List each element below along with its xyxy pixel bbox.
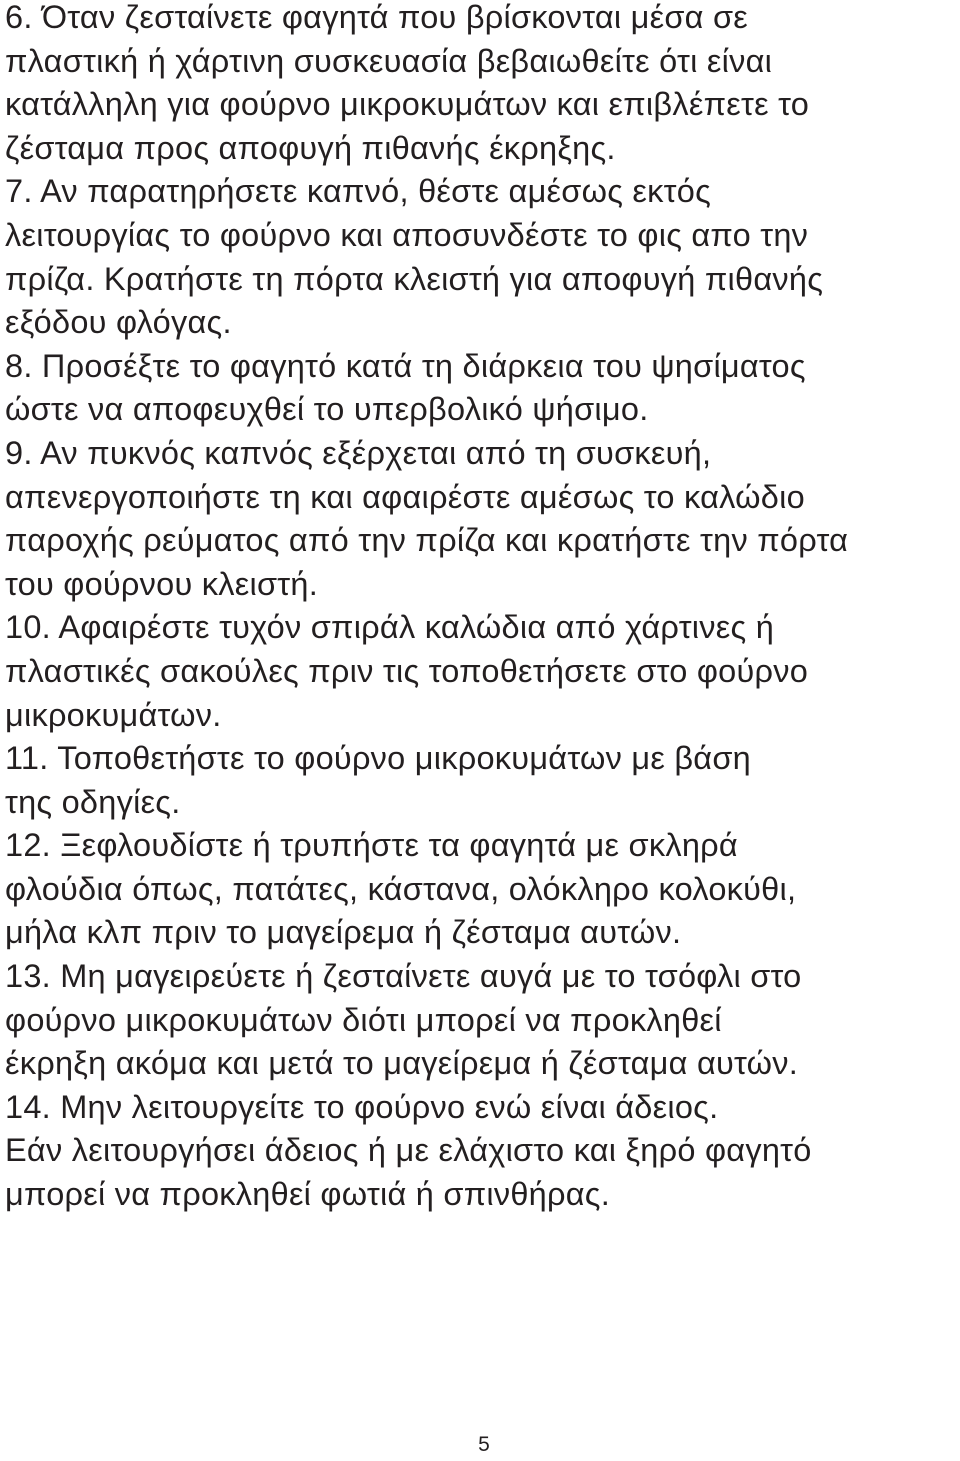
- text-line: ζέσταμα προς αποφυγή πιθανής έκρηξης.: [5, 129, 616, 166]
- text-line: μπορεί να προκληθεί φωτιά ή σπινθήρας.: [5, 1176, 610, 1213]
- text-line: 9. Αν πυκνός καπνός εξέρχεται από τη συσκευή,: [5, 434, 712, 471]
- text-line: Εάν λειτουργήσει άδειος ή με ελάχιστο και ξηρό φαγητό: [5, 1132, 812, 1169]
- text-line: 8. Προσέξτε το φαγητό κατά τη διάρκεια του ψησίματος: [5, 347, 806, 384]
- page-number: 5: [478, 1433, 490, 1456]
- text-line: πλαστικές σακούλες πριν τις τοποθετήσετε στο φούρνο: [5, 652, 809, 689]
- text-line: 14. Μην λειτουργείτε το φούρνο ενώ είναι άδειος.: [5, 1088, 719, 1125]
- text-line: της οδηγίες.: [5, 783, 181, 820]
- text-line: 12. Ξεφλουδίστε ή τρυπήστε τα φαγητά με σκληρά: [5, 827, 738, 864]
- text-line: εξόδου φλόγας.: [5, 304, 232, 341]
- text-line: απενεργοποιήστε τη και αφαιρέστε αμέσως το καλώδιο: [5, 478, 805, 515]
- text-line: λειτουργίας το φούρνο και αποσυνδέστε το φις απο την: [5, 216, 809, 253]
- text-line: 6. Όταν ζεσταίνετε φαγητά που βρίσκονται μέσα σε: [5, 0, 749, 35]
- instructions-text: [5, 0, 960, 1217]
- text-line: φούρνο μικροκυμάτων διότι μπορεί να προκληθεί: [5, 1001, 722, 1038]
- text-line: φλούδια όπως, πατάτες, κάστανα, ολόκληρο κολοκύθι,: [5, 870, 797, 907]
- text-line: 13. Μη μαγειρεύετε ή ζεσταίνετε αυγά με το τσόφλι στο: [5, 958, 802, 995]
- text-line: πρίζα. Κρατήστε τη πόρτα κλειστή για αποφυγή πιθανής: [5, 260, 824, 297]
- text-line: ώστε να αποφευχθεί το υπερβολικό ψήσιμο.: [5, 391, 649, 428]
- text-line: κατάλληλη για φούρνο μικροκυμάτων και επιβλέπετε το: [5, 86, 810, 123]
- text-line: μικροκυμάτων.: [5, 696, 222, 733]
- text-line: μήλα κλπ πριν το μαγείρεμα ή ζέσταμα αυτών.: [5, 914, 682, 951]
- text-line: πλαστική ή χάρτινη συσκευασία βεβαιωθείτε ότι είναι: [5, 42, 773, 79]
- text-line: 11. Τοποθετήστε το φούρνο μικροκυμάτων με βάση: [5, 740, 751, 777]
- text-line: του φούρνου κλειστή.: [5, 565, 319, 602]
- text-line: παροχής ρεύματος από την πρίζα και κρατήστε την πόρτα: [5, 522, 849, 559]
- text-line: έκρηξη ακόμα και μετά το μαγείρεμα ή ζέσταμα αυτών.: [5, 1045, 799, 1082]
- text-line: 7. Αν παρατηρήσετε καπνό, θέστε αμέσως εκτός: [5, 173, 711, 210]
- text-line: 10. Αφαιρέστε τυχόν σπιράλ καλώδια από χάρτινες ή: [5, 609, 775, 646]
